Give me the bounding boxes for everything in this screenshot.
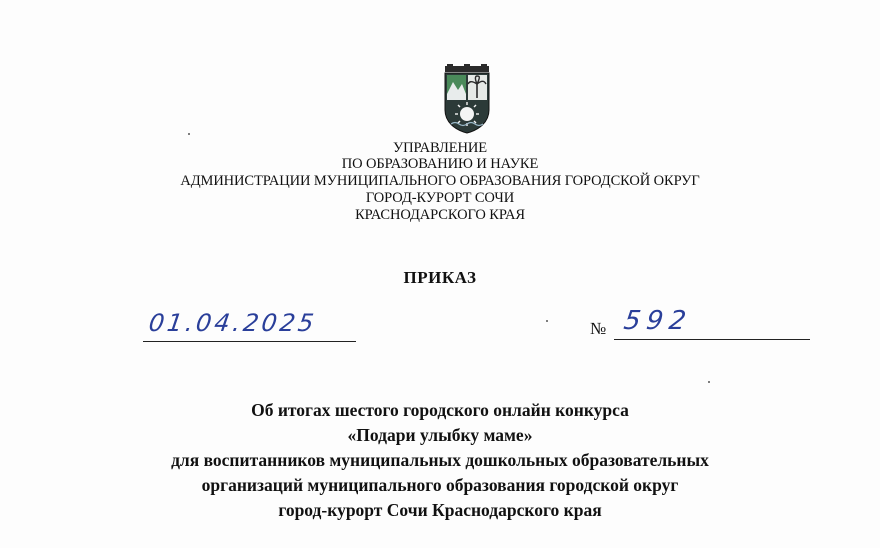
date-field (143, 306, 356, 342)
number-underline (614, 339, 810, 340)
header-line-region: КРАСНОДАРСКОГО КРАЯ (355, 207, 525, 223)
number-field (614, 304, 810, 340)
title-line-2: «Подари улыбку маме» (347, 425, 533, 445)
document-type-heading: ПРИКАЗ (403, 268, 477, 287)
date-value: 01.04.2025 (147, 309, 319, 337)
scan-speck (708, 381, 710, 383)
title-line-4: организаций муниципального образования городской округ (201, 475, 679, 495)
number-value: 592 (621, 306, 694, 336)
header-line-department: УПРАВЛЕНИЕ (392, 140, 488, 156)
scan-speck (546, 320, 548, 322)
header-line-city: ГОРОД-КУРОРТ СОЧИ (365, 190, 515, 206)
date-underline (143, 341, 356, 342)
title-line-3: для воспитанников муниципальных дошкольных образовательных (171, 450, 709, 470)
sochi-coat-of-arms-icon (441, 64, 493, 134)
title-line-5: город-курорт Сочи Краснодарского края (278, 500, 602, 520)
title-line-1: Об итогах шестого городского онлайн конкурса (251, 400, 629, 420)
header-line-administration: АДМИНИСТРАЦИИ МУНИЦИПАЛЬНОГО ОБРАЗОВАНИЯ ГОРОДСКОЙ ОКРУГ (180, 173, 700, 189)
header-line-education: ПО ОБРАЗОВАНИЮ И НАУКЕ (341, 156, 539, 172)
scan-speck (188, 133, 190, 135)
number-sign: № (590, 319, 607, 338)
